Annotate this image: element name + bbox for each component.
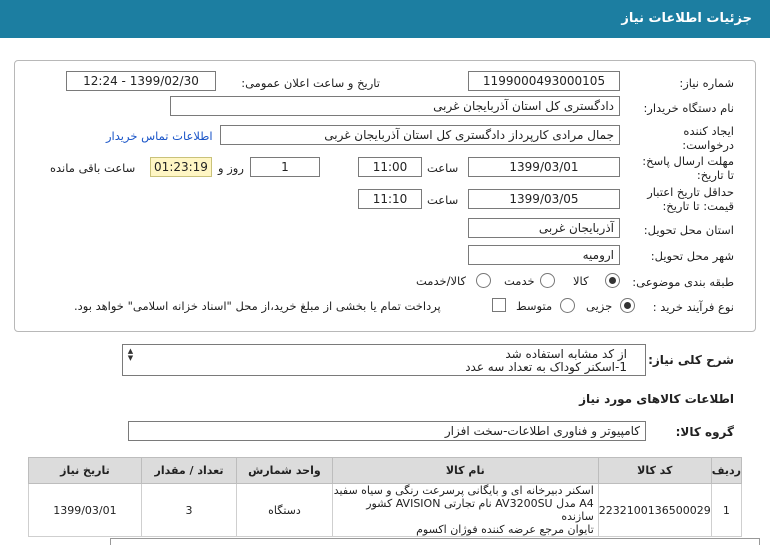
cell-name — [332, 484, 598, 537]
days-label: روز و — [218, 161, 244, 175]
buyer-contact-link[interactable]: اطلاعات تماس خریدار — [106, 129, 213, 143]
validity-time-label: ساعت — [427, 193, 459, 207]
province-label: استان محل تحویل: — [643, 223, 734, 237]
need-number-label: شماره نیاز: — [679, 76, 734, 90]
validity-time-field: 11:10 — [358, 189, 422, 209]
category-goods-service-radio[interactable] — [476, 273, 491, 288]
category-goods-service-label: کالا/خدمت — [416, 274, 467, 288]
cell-name-line-1: اسکنر دبیرخانه ای و بایگانی پرسرعت رنگی و سیاه سفید — [333, 484, 594, 497]
category-goods-radio[interactable] — [605, 273, 620, 288]
col-date-header: تاریخ نیاز — [29, 458, 142, 484]
city-field: ارومیه — [468, 245, 620, 265]
remaining-time-label: ساعت باقی مانده — [50, 161, 136, 175]
category-service-radio[interactable] — [540, 273, 555, 288]
creator-field: جمال مرادی کارپرداز دادگستری کل استان آذربایجان غربی — [220, 125, 620, 145]
col-code-header: کد کالا — [598, 458, 711, 484]
table-row — [29, 484, 742, 537]
buyer-field: دادگستری کل استان آذربایجان غربی — [170, 96, 620, 116]
deadline-label-2: تا تاریخ: — [696, 168, 734, 182]
cell-name-line-3: تایوان مرجع عرضه کننده فوژان اکسوم — [416, 523, 594, 536]
scroll-arrows-icon[interactable]: ▲ ▼ — [127, 347, 134, 362]
buyer-label: نام دستگاه خریدار: — [643, 101, 734, 115]
col-unit-header: واحد شمارش — [237, 458, 333, 484]
table-header-row — [29, 458, 742, 484]
deadline-date-field: 1399/03/01 — [468, 157, 620, 177]
province-field: آذربایجان غربی — [468, 218, 620, 238]
bottom-panel-edge — [110, 538, 760, 545]
page-title: جزئیات اطلاعات نیاز — [621, 11, 752, 26]
validity-label-2: قیمت: تا تاریخ: — [662, 199, 734, 213]
cell-code: 2232100136500029 — [598, 484, 711, 537]
creator-label: ایجاد کننده — [683, 124, 734, 138]
purchase-medium-radio[interactable] — [560, 298, 575, 313]
goods-group-label: گروه کالا: — [675, 425, 734, 439]
cell-unit: دستگاه — [237, 484, 333, 537]
cell-name-line-2: A4 مدل AV3200SU نام تجارتی AVISION کشور سازنده — [366, 497, 594, 523]
need-number-field: 1199000493000105 — [468, 71, 620, 91]
purchase-minor-radio[interactable] — [620, 298, 635, 313]
cell-row: 1 — [711, 484, 741, 537]
purchase-medium-label: متوسط — [516, 299, 553, 313]
creator-label-2: درخواست: — [682, 138, 734, 152]
purchase-minor-label: جزیی — [586, 299, 613, 313]
validity-label: حداقل تاریخ اعتبار — [647, 185, 734, 199]
validity-date-field: 1399/03/05 — [468, 189, 620, 209]
goods-group-field: کامپیوتر و فناوری اطلاعات-سخت افزار — [128, 421, 646, 441]
city-label: شهر محل تحویل: — [650, 249, 734, 263]
treasury-payment-note: پرداخت تمام یا بخشی از مبلغ خرید،از محل "اسناد خزانه اسلامی" خواهد بود. — [74, 299, 441, 313]
purchase-type-label: نوع فرآیند خرید : — [652, 300, 734, 314]
days-field: 1 — [250, 157, 320, 177]
category-service-label: خدمت — [504, 274, 535, 288]
goods-table — [28, 457, 742, 537]
description-line-1: از کد مشابه استفاده شد — [505, 347, 627, 361]
deadline-time-label: ساعت — [427, 161, 459, 175]
col-qty-header: تعداد / مقدار — [141, 458, 236, 484]
announce-date-field: 1399/02/30 - 12:24 — [66, 71, 216, 91]
description-line-2: 1-اسکنر کوداک به تعداد سه عدد — [465, 360, 627, 374]
goods-section-title: اطلاعات کالاهای مورد نیاز — [579, 392, 734, 406]
deadline-label: مهلت ارسال پاسخ: — [642, 154, 734, 168]
category-goods-label: کالا — [573, 274, 589, 288]
col-row-header: ردیف — [711, 458, 741, 484]
description-textarea[interactable] — [122, 344, 646, 376]
treasury-payment-checkbox[interactable] — [492, 298, 506, 312]
page-header — [0, 0, 770, 38]
category-label: طبقه بندی موضوعی: — [632, 275, 734, 289]
col-name-header: نام کالا — [332, 458, 598, 484]
announce-date-label: تاریخ و ساعت اعلان عمومی: — [241, 76, 380, 90]
description-label: شرح کلی نیاز: — [648, 353, 734, 367]
cell-date: 1399/03/01 — [29, 484, 142, 537]
remaining-time-field: 01:23:19 — [150, 157, 212, 177]
cell-qty: 3 — [141, 484, 236, 537]
deadline-time-field: 11:00 — [358, 157, 422, 177]
